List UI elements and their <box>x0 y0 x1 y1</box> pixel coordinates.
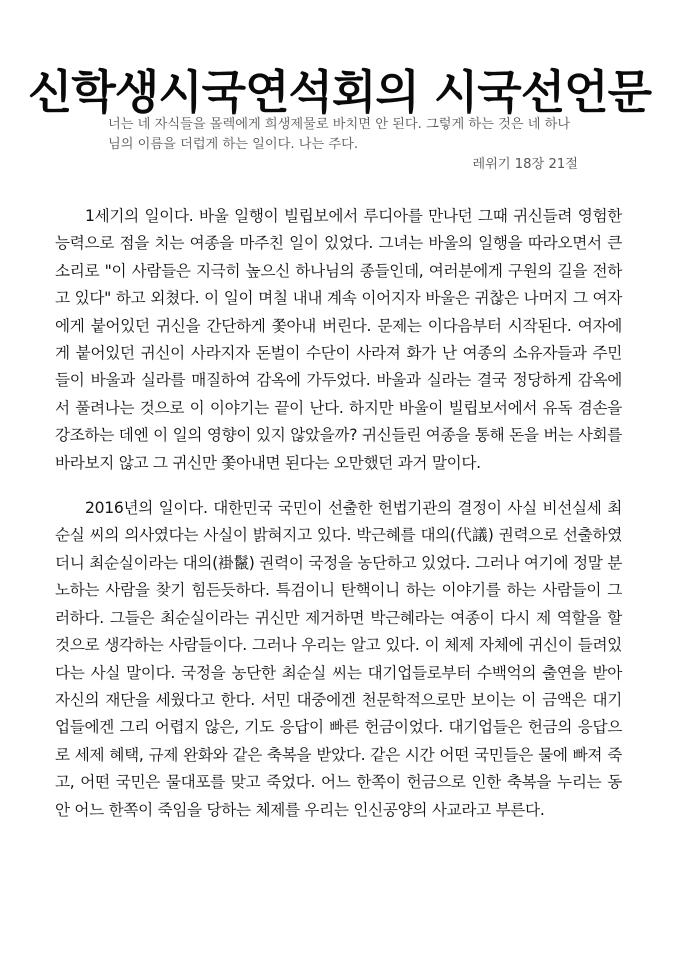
epigraph-quote: 너는 네 자식들을 몰렉에게 희생제물로 바치면 안 된다. 그렇게 하는 것은 네 하나님의 이름을 더럽게 하는 일이다. 나는 주다. <box>108 117 571 152</box>
paragraph-first-century: 1세기의 일이다. 바울 일행이 빌립보에서 루디아를 만나던 그때 귀신들려 영험한 능력으로 점을 치는 여종을 마주친 일이 있었다. 그녀는 바울의 일행을 따라오면서 큰 소리로 "이 사람들은 지극히 높으신 하나님의 종들인데, 여러분에게 구원의 길을 전하고 있다" 하고 외쳤다. 이 일이 며칠 내내 계속 이어지자 바울은 귀찮은 나머지 그 여자에게 붙어있던 귀신을 간단하게 쫓아내 버린다. 문제는 이다음부터 시작된다. 여자에게 붙어있던 귀신이 사라지자 돈벌이 수단이 사라져 화가 난 여종의 소유자들과 주민들이 바울과 실라를 매질하여 감옥에 가두었다. 바울과 실라는 결국 정당하게 감옥에서 풀려나는 것으로 이 이야기는 끝이 난다. 하지만 바울이 빌립보서에서 유독 겸손을 강조하는 데엔 이 일의 영향이 있지 않았을까? 귀신들린 여종을 통해 돈을 버는 사회를 바라보지 않고 그 귀신만 쫓아내면 된다는 오만했던 과거 말이다. <box>55 207 622 472</box>
document-body <box>55 203 622 824</box>
epigraph-source: 레위기 18장 21절 <box>472 157 578 172</box>
epigraph <box>108 115 578 175</box>
document-title: 신학생시국연석회의 시국선언문 <box>27 64 652 119</box>
paragraph-2016: 2016년의 일이다. 대한민국 국민이 선출한 헌법기관의 결정이 사실 비선실세 최순실 씨의 의사였다는 사실이 밝혀지고 있다. 박근혜를 대의(代議) 권력으로 선출하였더니 최순실이라는 대의(褂鬣) 권력이 국정을 농단하고 있었다. 그러나 여기에 정말 분노하는 사람을 찾기 힘든듯하다. 특검이니 탄핵이니 하는 이야기를 하는 사람들이 그러하다. 그들은 최순실이라는 귀신만 제거하면 박근혜라는 여종이 다시 제 역할을 할 것으로 생각하는 사람들이다. 그러나 우리는 알고 있다. 이 체제 자체에 귀신이 들려있다는 사실 말이다. 국정을 농단한 최순실 씨는 대기업들로부터 수백억의 출연을 받아 자신의 재단을 세웠다고 한다. 서민 대중에겐 천문학적으로만 보이는 이 금액은 대기업들에겐 그리 어렵지 않은, 기도 응답이 빠른 헌금이었다. 대기업들은 헌금의 응답으로 세제 혜택, 규제 완화와 같은 축복을 받았다. 같은 시간 어떤 국민들은 물에 빠져 죽고, 어떤 국민은 물대포를 맞고 죽었다. 어느 한쪽이 헌금으로 인한 축복을 누리는 동안 어느 한쪽이 죽임을 당하는 체제를 우리는 인신공양의 사교라고 부른다. <box>55 499 622 819</box>
